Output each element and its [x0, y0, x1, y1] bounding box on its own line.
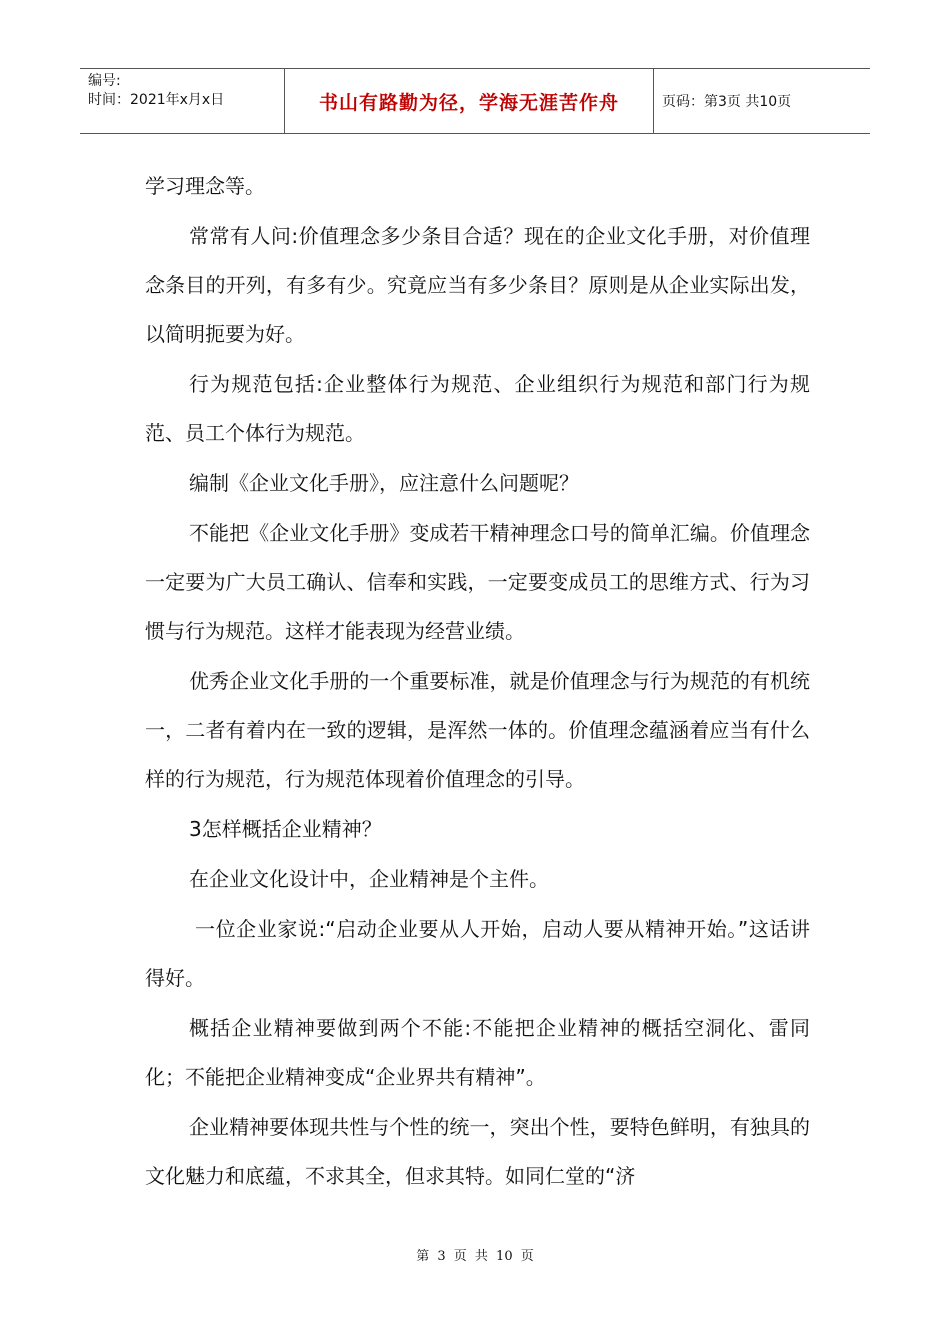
header-motto: 书山有路勤为径，学海无涯苦作舟 — [284, 69, 654, 133]
page-footer: 第 3 页 共 10 页 — [416, 1249, 534, 1264]
document-number-label: 编号: — [88, 73, 121, 89]
header-meta — [80, 69, 284, 133]
header-page-info: 页码：第3页 共10页 — [662, 94, 792, 110]
paragraph: 不能把《企业文化手册》变成若干精神理念口号的简单汇编。价值理念一定要为广大员工确认、信奉和实践，一定要变成员工的思维方式、行为习惯与行为规范。这样才能表现为经营业绩。 — [145, 521, 810, 643]
paragraph: 常常有人问:价值理念多少条目合适？现在的企业文化手册，对价值理念条目的开列，有多有少。究竟应当有多少条目？原则是从企业实际出发，以简明扼要为好。 — [145, 224, 810, 346]
document-body — [145, 162, 810, 1202]
document-time-label: 时间：2021年x月x日 — [88, 92, 225, 108]
paragraph: 优秀企业文化手册的一个重要标准，就是价值理念与行为规范的有机统一，二者有着内在一致的逻辑，是浑然一体的。价值理念蕴涵着应当有什么样的行为规范，行为规范体现着价值理念的引导。 — [145, 669, 810, 791]
paragraph: 编制《企业文化手册》，应注意什么问题呢？ — [189, 471, 579, 495]
page-header — [80, 68, 870, 134]
paragraph: 概括企业精神要做到两个不能:不能把企业精神的概括空洞化、雷同化；不能把企业精神变成“企业界共有精神”。 — [145, 1016, 810, 1089]
paragraph: 行为规范包括:企业整体行为规范、企业组织行为规范和部门行为规范、员工个体行为规范。 — [145, 372, 810, 445]
section-heading: 3怎样概括企业精神？ — [189, 817, 382, 841]
paragraph: 一位企业家说:“启动企业要从人开始，启动人要从精神开始。”这话讲得好。 — [145, 917, 810, 990]
paragraph: 在企业文化设计中，企业精神是个主件。 — [189, 867, 549, 891]
paragraph: 学习理念等。 — [145, 174, 265, 198]
paragraph: 企业精神要体现共性与个性的统一，突出个性，要特色鲜明，有独具的文化魅力和底蕴，不求其全，但求其特。如同仁堂的“济 — [145, 1115, 810, 1188]
